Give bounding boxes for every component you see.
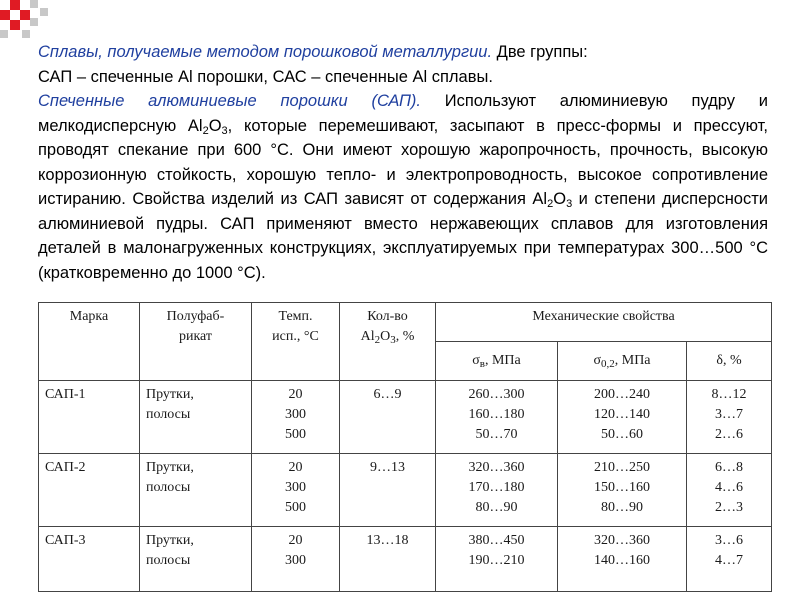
- decorative-squares: [0, 0, 60, 40]
- cell-delta: 6…8 4…6 2…3: [687, 454, 772, 527]
- cell-sigma-02: 320…360 140…160: [558, 527, 687, 592]
- groups-line: САП – спеченные Al порошки, САС – спеченные Al сплавы.: [38, 67, 493, 86]
- sap-term: Спеченные алюминиевые порошки (САП).: [38, 92, 421, 110]
- cell-sigma-b: 260…300 160…180 50…70: [436, 381, 558, 454]
- header-al2o3-content: Кол-во $Al_2O_3$, %: [340, 303, 436, 381]
- cell-temp: 20 300 500: [252, 381, 340, 454]
- cell-sigma-02: 210…250 150…160 80…90: [558, 454, 687, 527]
- cell-semiproduct: Прутки, полосы: [140, 454, 252, 527]
- cell-semiproduct: Прутки, полосы: [140, 527, 252, 592]
- cell-marka: САП-3: [39, 527, 140, 592]
- header-temp: Темп. исп., °С: [252, 303, 340, 381]
- cell-delta: 8…12 3…7 2…6: [687, 381, 772, 454]
- cell-semiproduct: Прутки, полосы: [140, 381, 252, 454]
- header-delta: δ, %: [687, 342, 772, 381]
- cell-marka: САП-1: [39, 381, 140, 454]
- sap-paragraph: Спеченные алюминиевые порошки (САП). Используют алюминиевую пудру и мелкодисперсную $Al_2O_3$, которые перемешивают, засыпают в пресс-формы и прессуют, проводят спекание при 600 °С. Они имеют хорошую жаропрочность, прочность, высокую коррозионную стойкость, хорошую тепло- и электропроводность, высокое сопротивление истиранию. Свойства изделий из САП зависят от содержания $Al_2O_3$ и степени дисперсности алюминиевой пудры. САП применяют вместо нержавеющих сплавов для изготовления деталей в малонагруженных конструкциях, эксплуатируемых при температурах 300…500 °С (кратковременно до 1000 °С).: [38, 92, 769, 282]
- header-sigma-02: $\sigma_{0,2}$, МПа: [558, 342, 687, 381]
- cell-temp: 20 300: [252, 527, 340, 592]
- cell-sigma-b: 320…360 170…180 80…90: [436, 454, 558, 527]
- table-row: [39, 454, 772, 527]
- header-mech-props: Механические свойства: [436, 303, 772, 342]
- cell-content: 9…13: [340, 454, 436, 527]
- header-marka: Марка: [39, 303, 140, 381]
- cell-sigma-02: 200…240 120…140 50…60: [558, 381, 687, 454]
- intro-text: [38, 40, 768, 285]
- heading-rest: Две группы:: [492, 43, 588, 61]
- table-row: [39, 381, 772, 454]
- heading-italic: Сплавы, получаемые методом порошковой металлургии.: [38, 43, 493, 61]
- header-sigma-b: $\sigma_в$, МПа: [436, 342, 558, 381]
- cell-sigma-b: 380…450 190…210: [436, 527, 558, 592]
- properties-table: [38, 302, 772, 592]
- header-semiproduct: Полуфаб- рикат: [140, 303, 252, 381]
- cell-content: 6…9: [340, 381, 436, 454]
- heading-line: [38, 40, 768, 65]
- cell-temp: 20 300 500: [252, 454, 340, 527]
- cell-delta: 3…6 4…7: [687, 527, 772, 592]
- table-row: [39, 527, 772, 592]
- cell-content: 13…18: [340, 527, 436, 592]
- cell-marka: САП-2: [39, 454, 140, 527]
